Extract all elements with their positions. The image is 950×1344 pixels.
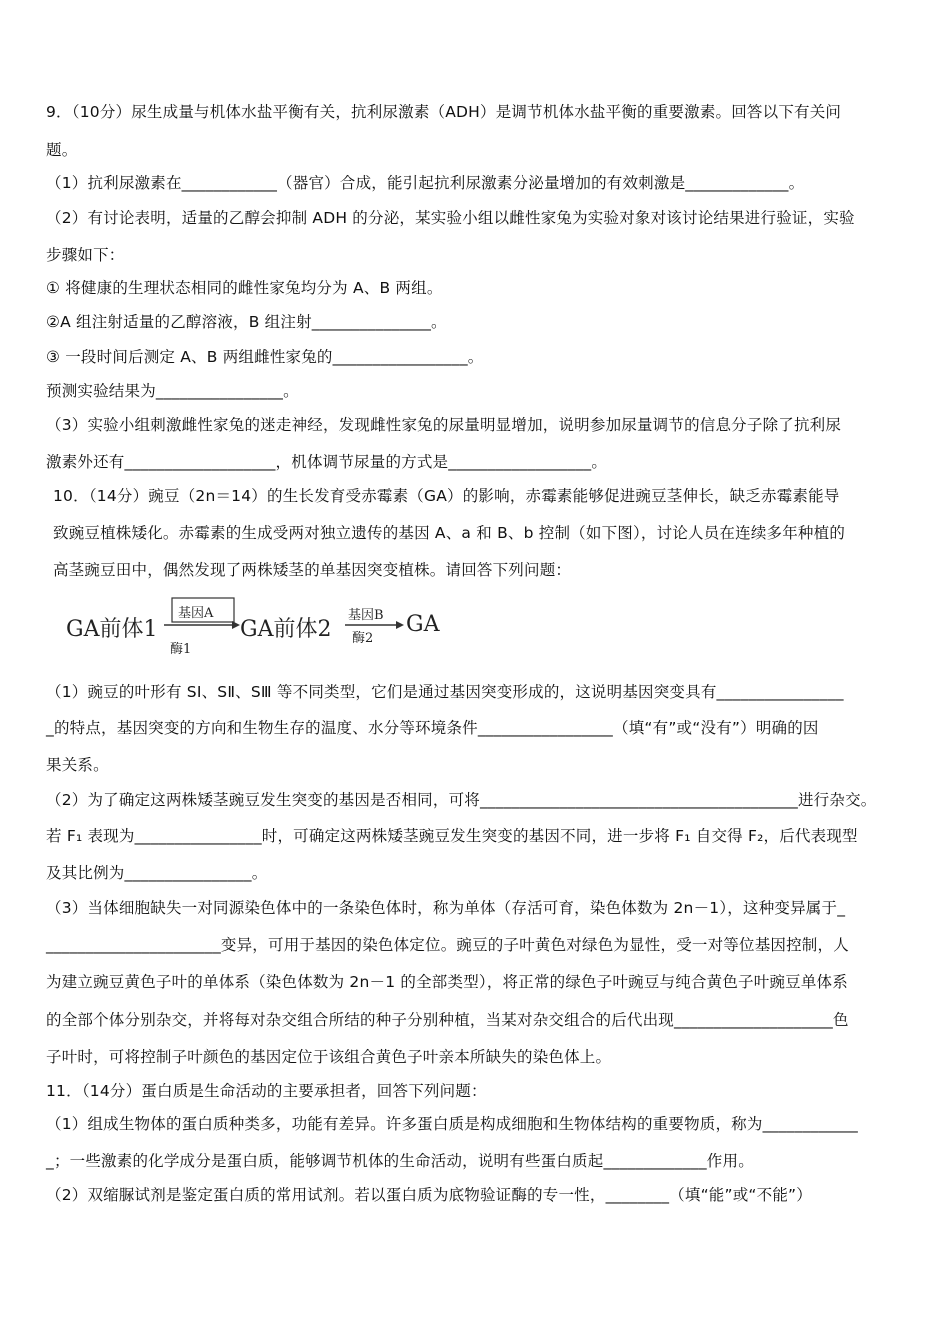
q10-stem-line1: 10．（14分）豌豆（2n＝14）的生长发育受赤霉素（GA）的影响，赤霉素能够促进豌豆茎伸长，缺乏赤霉素能导 xyxy=(53,487,840,505)
ga-synthesis-diagram xyxy=(64,596,464,660)
q9-part3-line2: 激素外还有___________________，机体调节尿量的方式是__________________。 xyxy=(46,453,608,471)
diagram-enzyme-2-label: 酶2 xyxy=(352,631,374,646)
gene-a-box xyxy=(172,598,234,622)
q9-part3-line1: （3）实验小组刺激雌性家兔的迷走神经，发现雌性家兔的尿量明显增加，说明参加尿量调节的信息分子除了抗利尿 xyxy=(46,416,842,434)
q10-part2-line2: 若 F₁ 表现为________________时，可确定这两株矮茎豌豆发生突变的基因不同，进一步将 F₁ 自交得 F₂，后代表现型 xyxy=(46,827,858,845)
diagram-gene-a-label: 基因A xyxy=(178,606,214,621)
q9-step1: ① 将健康的生理状态相同的雌性家兔均分为 A、B 两组。 xyxy=(46,279,443,297)
q10-part1-line2: _的特点，基因突变的方向和生物生存的温度、水分等环境条件_________________（填“有”或“没有”）明确的因 xyxy=(46,719,819,737)
diagram-node-ga: GA xyxy=(406,612,440,637)
q10-part1-line1: （1）豌豆的叶形有 SⅠ、SⅡ、SⅢ 等不同类型，它们是通过基因突变形成的，这说明基因突变具有________________ xyxy=(46,683,844,701)
q10-part2-line1: （2）为了确定这两株矮茎豌豆发生突变的基因是否相同，可将________________________________________进行杂交。 xyxy=(46,791,877,809)
diagram-gene-b-label: 基因B xyxy=(348,608,384,623)
diagram-enzyme-1-label: 酶1 xyxy=(170,642,192,657)
q10-part3-line5: 子叶时，可将控制子叶颜色的基因定位于该组合黄色子叶亲本所缺失的染色体上。 xyxy=(46,1048,612,1066)
q11-part1-line2: _；一些激素的化学成分是蛋白质，能够调节机体的生命活动，说明有些蛋白质起_____________作用。 xyxy=(46,1152,754,1170)
q9-stem-line1: 9．（10分）尿生成量与机体水盐平衡有关，抗利尿激素（ADH）是调节机体水盐平衡的重要激素。回答以下有关问 xyxy=(46,103,842,121)
q11-part2-line1: （2）双缩脲试剂是鉴定蛋白质的常用试剂。若以蛋白质为底物验证酶的专一性，________（填“能”或“不能”） xyxy=(46,1186,812,1204)
diagram-node-ga-precursor-2: GA前体2 xyxy=(240,617,332,642)
q9-step3: ③ 一段时间后测定 A、B 两组雌性家兔的_________________。 xyxy=(46,348,484,366)
q10-stem-line2: 致豌豆植株矮化。赤霉素的生成受两对独立遗传的基因 A、a 和 B、b 控制（如下图），讨论人员在连续多年种植的 xyxy=(53,524,846,542)
arrow-1-head xyxy=(232,621,240,629)
q9-part2-line1: （2）有讨论表明，适量的乙醇会抑制 ADH 的分泌，某实验小组以雌性家兔为实验对象对该讨论结果进行验证，实验 xyxy=(46,209,855,227)
q10-part3-line2: ______________________变异，可用于基因的染色体定位。豌豆的子叶黄色对绿色为显性，受一对等位基因控制，人 xyxy=(46,936,849,954)
q10-part2-line3: 及其比例为________________。 xyxy=(46,864,268,882)
q10-part1-line3: 果关系。 xyxy=(46,756,109,774)
q9-prediction: 预测实验结果为________________。 xyxy=(46,382,299,400)
q9-part2-line2: 步骤如下： xyxy=(46,246,125,264)
q9-step2: ②A 组注射适量的乙醇溶液，B 组注射_______________。 xyxy=(46,313,447,331)
q10-part3-line1: （3）当体细胞缺失一对同源染色体中的一条染色体时，称为单体（存活可育，染色体数为 2n－1），这种变异属于_ xyxy=(46,899,846,917)
arrow-2-head xyxy=(396,621,404,629)
q10-stem-line3: 高茎豌豆田中，偶然发现了两株矮茎的单基因突变植株。请回答下列问题： xyxy=(53,561,572,579)
diagram-node-ga-precursor-1: GA前体1 xyxy=(66,617,158,642)
q9-part1: （1）抗利尿激素在____________（器官）合成，能引起抗利尿激素分泌量增加的有效刺激是_____________。 xyxy=(46,174,805,192)
q10-part3-line3: 为建立豌豆黄色子叶的单体系（染色体数为 2n－1 的全部类型），将正常的绿色子叶豌豆与纯合黄色子叶豌豆单体系 xyxy=(46,973,848,991)
q10-part3-line4: 的全部个体分别杂交，并将每对杂交组合所结的种子分别种植，当某对杂交组合的后代出现____________________色 xyxy=(46,1011,849,1029)
q9-stem-line2: 题。 xyxy=(46,141,78,159)
q11-part1-line1: （1）组成生物体的蛋白质种类多，功能有差异。许多蛋白质是构成细胞和生物体结构的重要物质，称为____________ xyxy=(46,1115,858,1133)
q11-stem: 11．（14分）蛋白质是生命活动的主要承担者，回答下列问题： xyxy=(46,1082,487,1100)
